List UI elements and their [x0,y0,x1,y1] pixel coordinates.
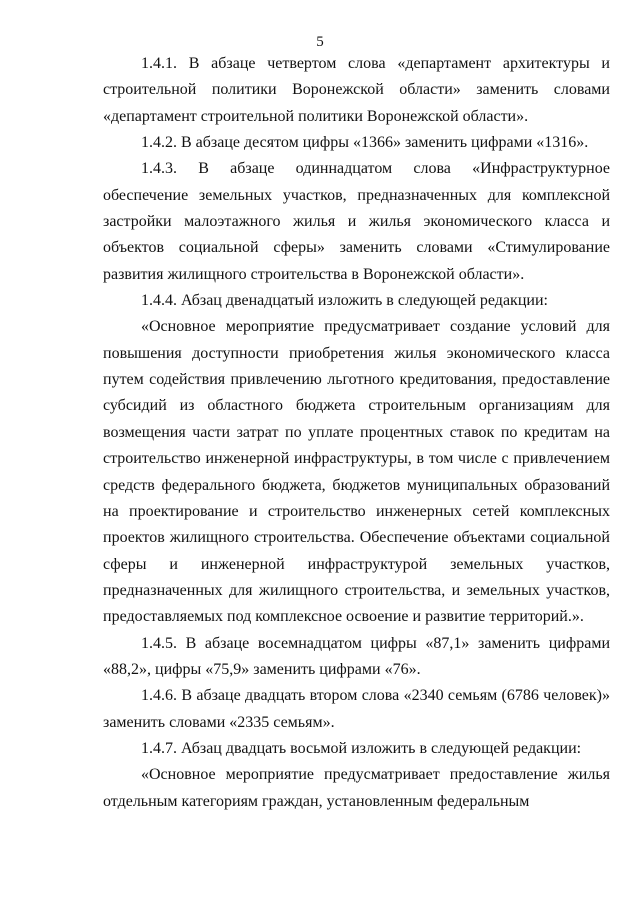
page-number: 5 [316,34,324,50]
paragraph-1-4-5: 1.4.5. В абзаце восемнадцатом цифры «87,1» заменить цифрами «88,2», цифры «75,9» заменить цифрами «76». [103,634,610,678]
paragraph-1-4-2: 1.4.2. В абзаце десятом цифры «1366» заменить цифрами «1316». [141,134,589,152]
paragraph-1-4-7: 1.4.7. Абзац двадцать восьмой изложить в следующей редакции: [141,739,582,757]
document-body [103,51,610,815]
paragraph-1-4-4: 1.4.4. Абзац двенадцатый изложить в следующей редакции: [141,292,548,310]
paragraph-1-4-4-quote: «Основное мероприятие предусматривает создание условий для повышения доступности приобретения жилья экономического класса путем содействия привлечению льготного кредитования, предоставление субсидий из областного бюджета строительным организациям для возмещения части затрат по уплате процентных ставок по кредитам на строительство инженерной инфраструктуры, в том числе с привлечением средств федерального бюджета, бюджетов муниципальных образований на проектирование и строительство инженерных сетей комплексных проектов жилищного строительства. Обеспечение объектами социальной сферы и инженерной инфраструктурой земельных участков, предназначенных для жилищного строительства, и земельных участков, предоставляемых под комплексное освоение и развитие территорий.». [103,318,610,626]
paragraph-1-4-3: 1.4.3. В абзаце одиннадцатом слова «Инфраструктурное обеспечение земельных участков, предназначенных для комплексной застройки малоэтажного жилья и жилья экономического класса и объектов социальной сферы» заменить словами «Стимулирование развития жилищного строительства в Воронежской области». [103,160,610,283]
paragraph-1-4-7-quote: «Основное мероприятие предусматривает предоставление жилья отдельным категориям граждан, установленным федеральным [103,766,610,810]
paragraph-1-4-1: 1.4.1. В абзаце четвертом слова «департамент архитектуры и строительной политики Воронежской области» заменить словами «департамент строительной политики Воронежской области». [103,55,610,125]
paragraph-1-4-6: 1.4.6. В абзаце двадцать втором слова «2340 семьям (6786 человек)» заменить словами «2335 семьям». [103,687,610,731]
